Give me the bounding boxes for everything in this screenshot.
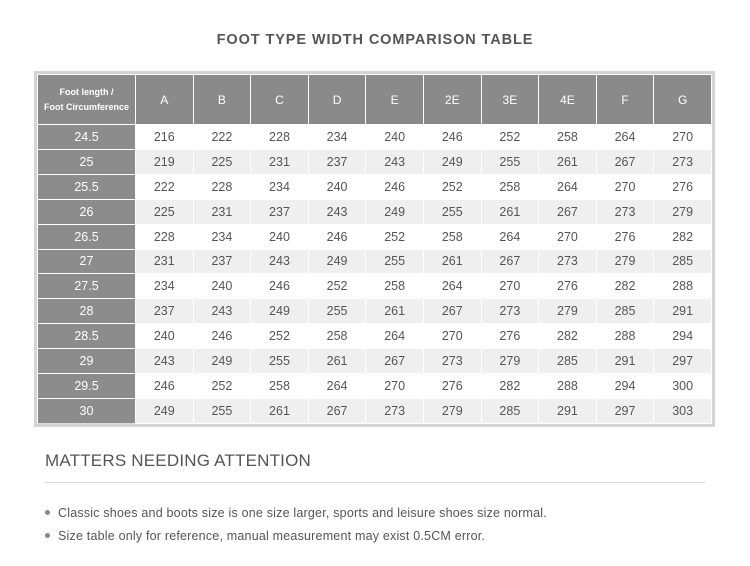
row-header-foot-length: 24.5 bbox=[38, 125, 136, 150]
table-cell: 261 bbox=[423, 249, 481, 274]
table-row bbox=[38, 125, 712, 150]
table-row bbox=[38, 249, 712, 274]
note-item bbox=[45, 525, 725, 548]
column-header: D bbox=[308, 75, 366, 125]
table-cell: 294 bbox=[654, 324, 712, 349]
table-cell: 279 bbox=[481, 349, 539, 374]
row-header-foot-length: 26.5 bbox=[38, 224, 136, 249]
note-text: Size table only for reference, manual measurement may exist 0.5CM error. bbox=[58, 529, 486, 543]
row-header-foot-length: 27.5 bbox=[38, 274, 136, 299]
table-cell: 249 bbox=[366, 199, 424, 224]
row-header-foot-length: 27 bbox=[38, 249, 136, 274]
table-row bbox=[38, 199, 712, 224]
table-cell: 270 bbox=[366, 374, 424, 399]
table-cell: 273 bbox=[654, 149, 712, 174]
table-cell: 237 bbox=[193, 249, 251, 274]
table-cell: 279 bbox=[596, 249, 654, 274]
table-cell: 258 bbox=[423, 224, 481, 249]
table-cell: 300 bbox=[654, 374, 712, 399]
table-cell: 228 bbox=[136, 224, 194, 249]
column-header: 4E bbox=[539, 75, 597, 125]
table-cell: 288 bbox=[539, 374, 597, 399]
row-header-foot-length: 29 bbox=[38, 349, 136, 374]
corner-label-foot-circumference: Foot Circumference bbox=[43, 101, 130, 112]
table-row bbox=[38, 274, 712, 299]
table-header-row bbox=[38, 75, 712, 125]
notes-divider bbox=[45, 482, 705, 483]
table-cell: 297 bbox=[596, 398, 654, 423]
table-cell: 240 bbox=[366, 125, 424, 150]
table-cell: 273 bbox=[596, 199, 654, 224]
table-cell: 285 bbox=[654, 249, 712, 274]
table-cell: 252 bbox=[251, 324, 309, 349]
table-cell: 228 bbox=[251, 125, 309, 150]
table-cell: 225 bbox=[193, 149, 251, 174]
table-cell: 258 bbox=[539, 125, 597, 150]
table-cell: 267 bbox=[308, 398, 366, 423]
table-cell: 231 bbox=[251, 149, 309, 174]
table-cell: 285 bbox=[596, 299, 654, 324]
table-cell: 297 bbox=[654, 349, 712, 374]
table-cell: 255 bbox=[251, 349, 309, 374]
table-cell: 267 bbox=[366, 349, 424, 374]
table-cell: 225 bbox=[136, 199, 194, 224]
table-row bbox=[38, 224, 712, 249]
table-cell: 264 bbox=[596, 125, 654, 150]
table-row bbox=[38, 324, 712, 349]
table-cell: 249 bbox=[193, 349, 251, 374]
table-cell: 246 bbox=[193, 324, 251, 349]
table-cell: 246 bbox=[366, 174, 424, 199]
table-cell: 255 bbox=[193, 398, 251, 423]
table-cell: 276 bbox=[423, 374, 481, 399]
table-cell: 258 bbox=[366, 274, 424, 299]
notes-list bbox=[45, 502, 725, 548]
table-cell: 252 bbox=[366, 224, 424, 249]
size-table bbox=[37, 74, 712, 424]
notes-heading: MATTERS NEEDING ATTENTION bbox=[45, 451, 311, 470]
table-cell: 240 bbox=[308, 174, 366, 199]
table-cell: 234 bbox=[251, 174, 309, 199]
table-cell: 267 bbox=[423, 299, 481, 324]
table-cell: 255 bbox=[423, 199, 481, 224]
bullet-icon bbox=[45, 510, 50, 515]
table-row bbox=[38, 349, 712, 374]
table-cell: 279 bbox=[539, 299, 597, 324]
table-cell: 294 bbox=[596, 374, 654, 399]
table-cell: 240 bbox=[193, 274, 251, 299]
table-cell: 303 bbox=[654, 398, 712, 423]
table-cell: 237 bbox=[251, 199, 309, 224]
row-header-foot-length: 26 bbox=[38, 199, 136, 224]
table-cell: 267 bbox=[596, 149, 654, 174]
table-cell: 264 bbox=[539, 174, 597, 199]
table-cell: 258 bbox=[308, 324, 366, 349]
table-body bbox=[38, 125, 712, 424]
table-cell: 279 bbox=[654, 199, 712, 224]
column-header: 2E bbox=[423, 75, 481, 125]
table-cell: 249 bbox=[423, 149, 481, 174]
table-cell: 270 bbox=[654, 125, 712, 150]
table-row bbox=[38, 299, 712, 324]
table-corner-header bbox=[38, 75, 136, 125]
table-cell: 252 bbox=[193, 374, 251, 399]
table-cell: 291 bbox=[539, 398, 597, 423]
table-cell: 246 bbox=[308, 224, 366, 249]
table-cell: 264 bbox=[366, 324, 424, 349]
table-cell: 276 bbox=[654, 174, 712, 199]
table-cell: 252 bbox=[423, 174, 481, 199]
table-cell: 216 bbox=[136, 125, 194, 150]
table-cell: 282 bbox=[654, 224, 712, 249]
column-header: A bbox=[136, 75, 194, 125]
table-cell: 282 bbox=[539, 324, 597, 349]
column-header: E bbox=[366, 75, 424, 125]
table-cell: 288 bbox=[596, 324, 654, 349]
row-header-foot-length: 28.5 bbox=[38, 324, 136, 349]
table-cell: 243 bbox=[308, 199, 366, 224]
table-row bbox=[38, 149, 712, 174]
page-title: FOOT TYPE WIDTH COMPARISON TABLE bbox=[216, 32, 534, 48]
corner-label-foot-length: Foot length / bbox=[59, 86, 114, 97]
table-row bbox=[38, 398, 712, 423]
table-cell: 243 bbox=[366, 149, 424, 174]
table-cell: 276 bbox=[539, 274, 597, 299]
table-cell: 234 bbox=[193, 224, 251, 249]
column-header: 3E bbox=[481, 75, 539, 125]
table-cell: 243 bbox=[251, 249, 309, 274]
table-cell: 279 bbox=[423, 398, 481, 423]
table-cell: 249 bbox=[308, 249, 366, 274]
table-cell: 270 bbox=[539, 224, 597, 249]
table-cell: 285 bbox=[539, 349, 597, 374]
table-cell: 252 bbox=[481, 125, 539, 150]
table-cell: 237 bbox=[308, 149, 366, 174]
table-cell: 267 bbox=[481, 249, 539, 274]
note-text: Classic shoes and boots size is one size larger, sports and leisure shoes size normal. bbox=[58, 506, 547, 520]
table-cell: 261 bbox=[539, 149, 597, 174]
bullet-icon bbox=[45, 533, 50, 538]
row-header-foot-length: 25.5 bbox=[38, 174, 136, 199]
table-cell: 258 bbox=[481, 174, 539, 199]
table-cell: 288 bbox=[654, 274, 712, 299]
row-header-foot-length: 29.5 bbox=[38, 374, 136, 399]
table-cell: 276 bbox=[481, 324, 539, 349]
table-cell: 270 bbox=[481, 274, 539, 299]
column-header: B bbox=[193, 75, 251, 125]
table-cell: 273 bbox=[539, 249, 597, 274]
table-cell: 264 bbox=[423, 274, 481, 299]
table-cell: 255 bbox=[366, 249, 424, 274]
table-row bbox=[38, 174, 712, 199]
table-cell: 222 bbox=[193, 125, 251, 150]
table-cell: 255 bbox=[308, 299, 366, 324]
table-cell: 234 bbox=[136, 274, 194, 299]
table-cell: 270 bbox=[423, 324, 481, 349]
table-cell: 261 bbox=[366, 299, 424, 324]
table-cell: 243 bbox=[136, 349, 194, 374]
table-cell: 222 bbox=[136, 174, 194, 199]
table-cell: 246 bbox=[136, 374, 194, 399]
table-cell: 273 bbox=[423, 349, 481, 374]
table-cell: 291 bbox=[654, 299, 712, 324]
table-cell: 282 bbox=[481, 374, 539, 399]
table-cell: 267 bbox=[539, 199, 597, 224]
note-item bbox=[45, 502, 725, 525]
row-header-foot-length: 28 bbox=[38, 299, 136, 324]
table-cell: 231 bbox=[193, 199, 251, 224]
table-cell: 219 bbox=[136, 149, 194, 174]
table-cell: 249 bbox=[251, 299, 309, 324]
table-cell: 285 bbox=[481, 398, 539, 423]
table-cell: 255 bbox=[481, 149, 539, 174]
table-cell: 258 bbox=[251, 374, 309, 399]
table-cell: 246 bbox=[423, 125, 481, 150]
table-cell: 273 bbox=[366, 398, 424, 423]
table-cell: 276 bbox=[596, 224, 654, 249]
size-table-container bbox=[34, 71, 715, 427]
table-cell: 261 bbox=[481, 199, 539, 224]
table-row bbox=[38, 374, 712, 399]
table-cell: 240 bbox=[136, 324, 194, 349]
table-cell: 231 bbox=[136, 249, 194, 274]
table-cell: 282 bbox=[596, 274, 654, 299]
row-header-foot-length: 25 bbox=[38, 149, 136, 174]
table-cell: 252 bbox=[308, 274, 366, 299]
table-cell: 273 bbox=[481, 299, 539, 324]
table-cell: 270 bbox=[596, 174, 654, 199]
table-cell: 264 bbox=[308, 374, 366, 399]
column-header: C bbox=[251, 75, 309, 125]
row-header-foot-length: 30 bbox=[38, 398, 136, 423]
table-cell: 249 bbox=[136, 398, 194, 423]
table-cell: 228 bbox=[193, 174, 251, 199]
table-cell: 291 bbox=[596, 349, 654, 374]
table-cell: 234 bbox=[308, 125, 366, 150]
column-header: G bbox=[654, 75, 712, 125]
table-cell: 246 bbox=[251, 274, 309, 299]
table-cell: 243 bbox=[193, 299, 251, 324]
table-cell: 264 bbox=[481, 224, 539, 249]
table-cell: 237 bbox=[136, 299, 194, 324]
column-header: F bbox=[596, 75, 654, 125]
table-cell: 261 bbox=[251, 398, 309, 423]
table-cell: 261 bbox=[308, 349, 366, 374]
table-cell: 240 bbox=[251, 224, 309, 249]
